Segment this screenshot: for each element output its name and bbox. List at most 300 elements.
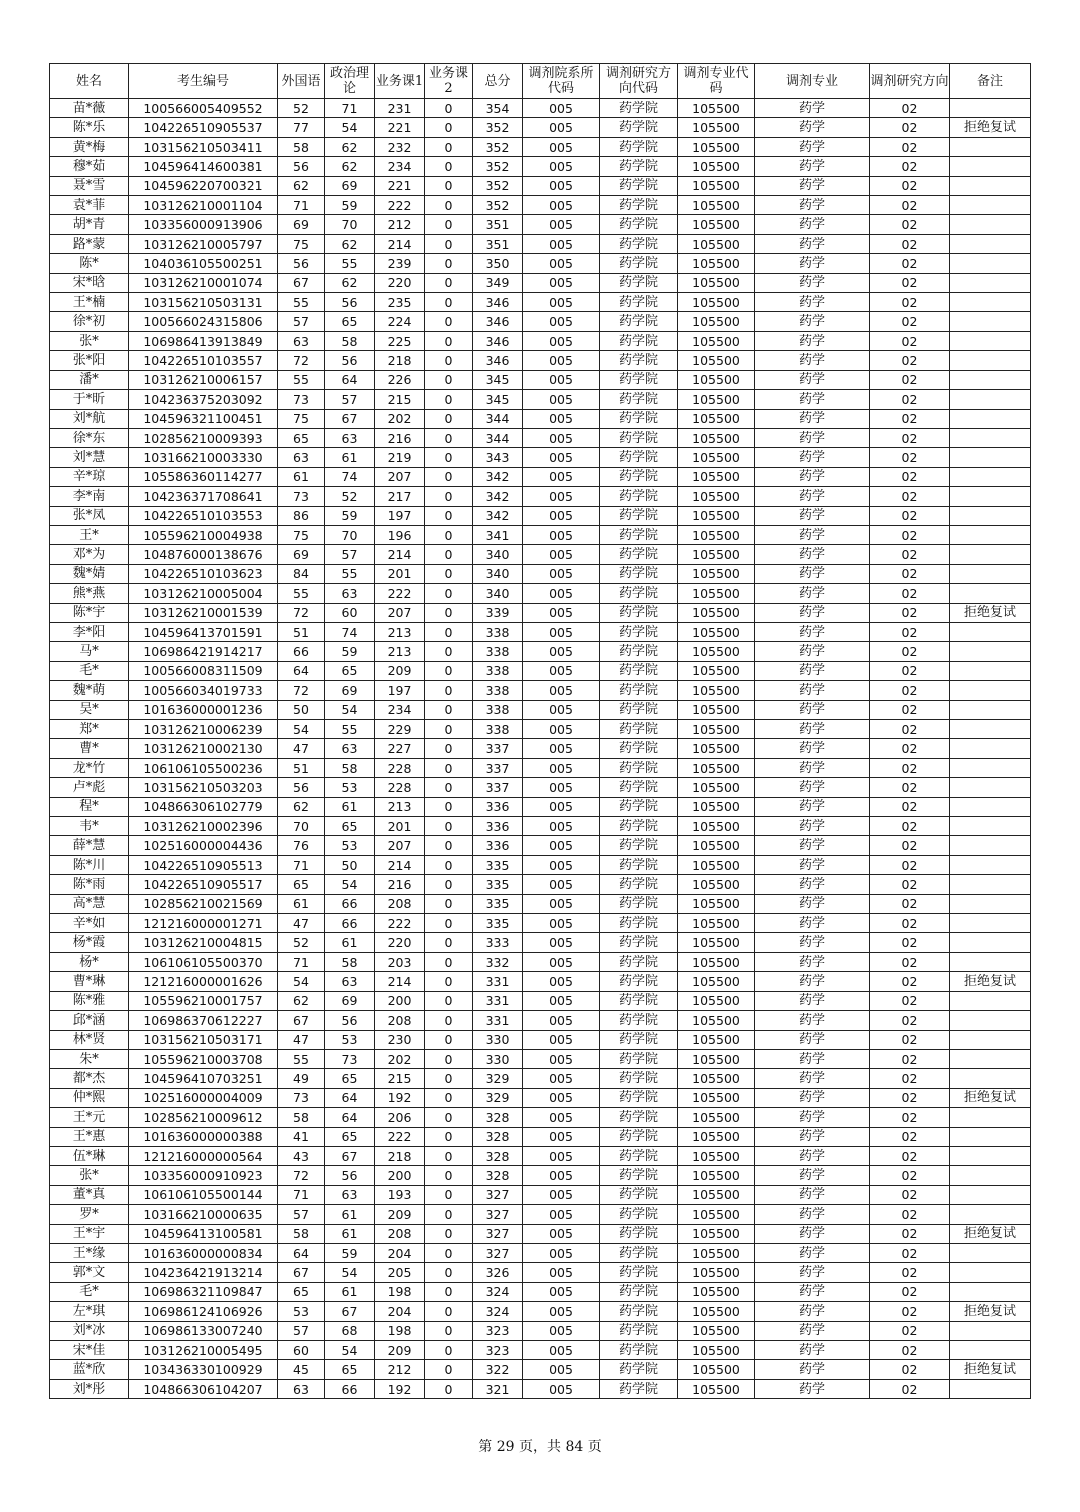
cell-dept-code: 005	[523, 991, 600, 1010]
cell-foreign-language: 55	[278, 293, 325, 312]
cell-total: 322	[473, 1360, 523, 1379]
cell-remarks	[950, 312, 1031, 331]
cell-dept-code: 005	[523, 642, 600, 661]
cell-foreign-language: 57	[278, 1205, 325, 1224]
cell-course2: 0	[425, 681, 473, 700]
cell-major: 药学	[755, 1088, 870, 1107]
cell-name: 刘*彤	[50, 1379, 129, 1398]
cell-direction-code: 药学院	[600, 525, 678, 544]
cell-name: 袁*菲	[50, 196, 129, 215]
cell-direction-code: 药学院	[600, 817, 678, 836]
cell-politics: 69	[325, 681, 375, 700]
cell-major: 药学	[755, 933, 870, 952]
cell-name: 徐*初	[50, 312, 129, 331]
cell-course2: 0	[425, 506, 473, 525]
cell-direction-code: 药学院	[600, 234, 678, 253]
cell-major: 药学	[755, 564, 870, 583]
cell-course1: 222	[375, 584, 425, 603]
cell-course1: 219	[375, 448, 425, 467]
cell-name: 刘*航	[50, 409, 129, 428]
cell-total: 352	[473, 176, 523, 195]
cell-name: 黄*梅	[50, 137, 129, 156]
cell-remarks: 拒绝复试	[950, 118, 1031, 137]
cell-name: 陈*雅	[50, 991, 129, 1010]
cell-course2: 0	[425, 1049, 473, 1068]
cell-course2: 0	[425, 739, 473, 758]
cell-direction: 02	[870, 1030, 950, 1049]
cell-foreign-language: 86	[278, 506, 325, 525]
cell-direction: 02	[870, 933, 950, 952]
cell-name: 宋*佳	[50, 1341, 129, 1360]
cell-remarks	[950, 1243, 1031, 1262]
cell-major-code: 105500	[678, 1011, 755, 1030]
cell-remarks	[950, 1185, 1031, 1204]
cell-direction-code: 药学院	[600, 351, 678, 370]
cell-major: 药学	[755, 661, 870, 680]
cell-direction-code: 药学院	[600, 1011, 678, 1030]
cell-foreign-language: 70	[278, 817, 325, 836]
cell-dept-code: 005	[523, 1302, 600, 1321]
cell-dept-code: 005	[523, 1011, 600, 1030]
cell-exam-id: 104596410703251	[129, 1069, 278, 1088]
cell-major: 药学	[755, 1011, 870, 1030]
cell-exam-id: 121216000000564	[129, 1146, 278, 1165]
cell-major-code: 105500	[678, 99, 755, 118]
cell-course2: 0	[425, 564, 473, 583]
cell-politics: 55	[325, 254, 375, 273]
cell-direction-code: 药学院	[600, 157, 678, 176]
cell-name: 张*	[50, 331, 129, 350]
cell-direction: 02	[870, 293, 950, 312]
cell-major-code: 105500	[678, 739, 755, 758]
cell-direction: 02	[870, 564, 950, 583]
cell-course1: 212	[375, 215, 425, 234]
cell-direction: 02	[870, 603, 950, 622]
cell-major: 药学	[755, 254, 870, 273]
cell-total: 337	[473, 739, 523, 758]
admission-table	[49, 63, 1031, 1399]
cell-exam-id: 103156210503203	[129, 778, 278, 797]
cell-direction: 02	[870, 875, 950, 894]
cell-major: 药学	[755, 1146, 870, 1165]
cell-foreign-language: 69	[278, 545, 325, 564]
cell-total: 339	[473, 603, 523, 622]
cell-direction-code: 药学院	[600, 545, 678, 564]
cell-name: 杨*	[50, 952, 129, 971]
table-row	[50, 1069, 1031, 1088]
cell-dept-code: 005	[523, 933, 600, 952]
cell-direction-code: 药学院	[600, 991, 678, 1010]
cell-course1: 224	[375, 312, 425, 331]
table-row	[50, 603, 1031, 622]
table-row	[50, 875, 1031, 894]
cell-total: 338	[473, 661, 523, 680]
cell-name: 潘*	[50, 370, 129, 389]
cell-course1: 231	[375, 99, 425, 118]
col-header-remarks: 备注	[950, 64, 1031, 99]
cell-major-code: 105500	[678, 1302, 755, 1321]
cell-foreign-language: 65	[278, 1282, 325, 1301]
table-row	[50, 584, 1031, 603]
cell-course1: 209	[375, 1205, 425, 1224]
cell-name: 辛*如	[50, 914, 129, 933]
table-row	[50, 196, 1031, 215]
cell-major-code: 105500	[678, 1069, 755, 1088]
cell-course1: 204	[375, 1302, 425, 1321]
cell-direction-code: 药学院	[600, 1088, 678, 1107]
cell-remarks: 拒绝复试	[950, 1360, 1031, 1379]
cell-name: 熊*燕	[50, 584, 129, 603]
col-header-foreign-language: 外国语	[278, 64, 325, 99]
cell-course2: 0	[425, 487, 473, 506]
cell-direction: 02	[870, 1069, 950, 1088]
cell-remarks	[950, 1069, 1031, 1088]
cell-course2: 0	[425, 855, 473, 874]
cell-foreign-language: 73	[278, 487, 325, 506]
cell-direction-code: 药学院	[600, 952, 678, 971]
table-row	[50, 894, 1031, 913]
cell-politics: 63	[325, 1185, 375, 1204]
cell-name: 马*	[50, 642, 129, 661]
cell-name: 陈*乐	[50, 118, 129, 137]
cell-major: 药学	[755, 1030, 870, 1049]
cell-foreign-language: 67	[278, 273, 325, 292]
cell-name: 胡*青	[50, 215, 129, 234]
cell-exam-id: 102516000004436	[129, 836, 278, 855]
cell-dept-code: 005	[523, 331, 600, 350]
cell-politics: 60	[325, 603, 375, 622]
cell-remarks	[950, 1263, 1031, 1282]
cell-total: 327	[473, 1205, 523, 1224]
cell-total: 329	[473, 1069, 523, 1088]
cell-total: 327	[473, 1224, 523, 1243]
cell-foreign-language: 41	[278, 1127, 325, 1146]
cell-remarks	[950, 720, 1031, 739]
cell-foreign-language: 73	[278, 1088, 325, 1107]
cell-politics: 56	[325, 1011, 375, 1030]
cell-foreign-language: 47	[278, 739, 325, 758]
cell-direction: 02	[870, 661, 950, 680]
cell-foreign-language: 66	[278, 642, 325, 661]
cell-dept-code: 005	[523, 1030, 600, 1049]
cell-politics: 53	[325, 1030, 375, 1049]
cell-politics: 55	[325, 564, 375, 583]
col-header-major: 调剂专业	[755, 64, 870, 99]
cell-major-code: 105500	[678, 370, 755, 389]
cell-dept-code: 005	[523, 196, 600, 215]
cell-politics: 61	[325, 1205, 375, 1224]
cell-direction: 02	[870, 157, 950, 176]
cell-exam-id: 102856210009393	[129, 428, 278, 447]
cell-exam-id: 104596414600381	[129, 157, 278, 176]
cell-dept-code: 005	[523, 894, 600, 913]
cell-name: 宋*晗	[50, 273, 129, 292]
table-row	[50, 1011, 1031, 1030]
cell-name: 李*阳	[50, 622, 129, 641]
cell-remarks	[950, 778, 1031, 797]
cell-direction-code: 药学院	[600, 215, 678, 234]
cell-major-code: 105500	[678, 1205, 755, 1224]
cell-major-code: 105500	[678, 1185, 755, 1204]
cell-direction-code: 药学院	[600, 273, 678, 292]
cell-exam-id: 103126210005004	[129, 584, 278, 603]
cell-dept-code: 005	[523, 603, 600, 622]
cell-major-code: 105500	[678, 1108, 755, 1127]
cell-direction-code: 药学院	[600, 409, 678, 428]
cell-direction: 02	[870, 797, 950, 816]
cell-name: 陈*川	[50, 855, 129, 874]
cell-dept-code: 005	[523, 1282, 600, 1301]
cell-remarks	[950, 875, 1031, 894]
cell-course2: 0	[425, 1360, 473, 1379]
cell-course2: 0	[425, 370, 473, 389]
cell-course2: 0	[425, 758, 473, 777]
table-row	[50, 855, 1031, 874]
cell-major: 药学	[755, 1108, 870, 1127]
cell-remarks	[950, 1321, 1031, 1340]
cell-direction: 02	[870, 1321, 950, 1340]
cell-total: 344	[473, 428, 523, 447]
cell-remarks	[950, 1205, 1031, 1224]
cell-course1: 234	[375, 157, 425, 176]
cell-direction-code: 药学院	[600, 1282, 678, 1301]
cell-remarks	[950, 1379, 1031, 1398]
cell-major-code: 105500	[678, 1282, 755, 1301]
cell-major-code: 105500	[678, 720, 755, 739]
cell-course2: 0	[425, 642, 473, 661]
cell-total: 336	[473, 817, 523, 836]
cell-exam-id: 103126210002130	[129, 739, 278, 758]
cell-major: 药学	[755, 817, 870, 836]
table-row	[50, 952, 1031, 971]
cell-total: 338	[473, 622, 523, 641]
cell-major-code: 105500	[678, 525, 755, 544]
cell-name: 刘*冰	[50, 1321, 129, 1340]
table-row	[50, 273, 1031, 292]
cell-direction-code: 药学院	[600, 797, 678, 816]
cell-major: 药学	[755, 312, 870, 331]
cell-direction: 02	[870, 720, 950, 739]
cell-foreign-language: 73	[278, 390, 325, 409]
cell-remarks	[950, 1146, 1031, 1165]
cell-major-code: 105500	[678, 312, 755, 331]
cell-total: 344	[473, 409, 523, 428]
table-row	[50, 1166, 1031, 1185]
cell-course2: 0	[425, 1088, 473, 1107]
cell-major: 药学	[755, 273, 870, 292]
cell-course1: 197	[375, 681, 425, 700]
cell-politics: 71	[325, 99, 375, 118]
cell-direction: 02	[870, 370, 950, 389]
cell-remarks	[950, 700, 1031, 719]
cell-dept-code: 005	[523, 778, 600, 797]
cell-direction: 02	[870, 234, 950, 253]
cell-course2: 0	[425, 1127, 473, 1146]
cell-dept-code: 005	[523, 622, 600, 641]
cell-total: 332	[473, 952, 523, 971]
cell-politics: 65	[325, 1069, 375, 1088]
cell-course2: 0	[425, 1302, 473, 1321]
cell-foreign-language: 55	[278, 1049, 325, 1068]
cell-course2: 0	[425, 254, 473, 273]
cell-politics: 69	[325, 176, 375, 195]
cell-major-code: 105500	[678, 1263, 755, 1282]
table-row	[50, 467, 1031, 486]
cell-total: 349	[473, 273, 523, 292]
cell-course1: 235	[375, 293, 425, 312]
cell-remarks	[950, 137, 1031, 156]
cell-course2: 0	[425, 700, 473, 719]
cell-name: 聂*雪	[50, 176, 129, 195]
cell-dept-code: 005	[523, 370, 600, 389]
cell-dept-code: 005	[523, 681, 600, 700]
cell-total: 328	[473, 1108, 523, 1127]
cell-politics: 59	[325, 1243, 375, 1262]
cell-foreign-language: 51	[278, 622, 325, 641]
cell-name: 陈*	[50, 254, 129, 273]
cell-politics: 62	[325, 157, 375, 176]
table-row	[50, 118, 1031, 137]
table-row	[50, 157, 1031, 176]
cell-foreign-language: 57	[278, 312, 325, 331]
table-row	[50, 331, 1031, 350]
cell-direction: 02	[870, 1108, 950, 1127]
cell-exam-id: 104236371708641	[129, 487, 278, 506]
cell-direction: 02	[870, 758, 950, 777]
cell-course2: 0	[425, 1282, 473, 1301]
cell-foreign-language: 61	[278, 894, 325, 913]
cell-politics: 66	[325, 1379, 375, 1398]
cell-foreign-language: 77	[278, 118, 325, 137]
cell-direction-code: 药学院	[600, 1166, 678, 1185]
cell-foreign-language: 47	[278, 914, 325, 933]
cell-major: 药学	[755, 525, 870, 544]
table-row	[50, 661, 1031, 680]
cell-remarks	[950, 1030, 1031, 1049]
cell-course2: 0	[425, 1263, 473, 1282]
cell-dept-code: 005	[523, 661, 600, 680]
cell-major: 药学	[755, 603, 870, 622]
cell-foreign-language: 47	[278, 1030, 325, 1049]
cell-major-code: 105500	[678, 137, 755, 156]
cell-politics: 58	[325, 952, 375, 971]
cell-course2: 0	[425, 137, 473, 156]
page-footer: 第 29 页，共 84 页	[478, 1439, 602, 1455]
cell-major: 药学	[755, 1341, 870, 1360]
cell-name: 王*缘	[50, 1243, 129, 1262]
cell-politics: 61	[325, 1282, 375, 1301]
cell-dept-code: 005	[523, 176, 600, 195]
cell-name: 薛*慧	[50, 836, 129, 855]
cell-major-code: 105500	[678, 331, 755, 350]
cell-major: 药学	[755, 331, 870, 350]
cell-exam-id: 104596321100451	[129, 409, 278, 428]
cell-remarks	[950, 1108, 1031, 1127]
cell-exam-id: 103126210005495	[129, 1341, 278, 1360]
cell-total: 330	[473, 1030, 523, 1049]
cell-politics: 62	[325, 234, 375, 253]
cell-course2: 0	[425, 1379, 473, 1398]
cell-name: 仲*熙	[50, 1088, 129, 1107]
cell-direction: 02	[870, 525, 950, 544]
cell-politics: 58	[325, 758, 375, 777]
cell-major: 药学	[755, 176, 870, 195]
cell-foreign-language: 72	[278, 351, 325, 370]
cell-course1: 216	[375, 875, 425, 894]
cell-total: 342	[473, 487, 523, 506]
cell-dept-code: 005	[523, 234, 600, 253]
cell-course2: 0	[425, 1243, 473, 1262]
table-row	[50, 1243, 1031, 1262]
cell-major: 药学	[755, 428, 870, 447]
cell-direction-code: 药学院	[600, 1263, 678, 1282]
cell-remarks	[950, 525, 1031, 544]
cell-exam-id: 102516000004009	[129, 1088, 278, 1107]
cell-exam-id: 106106105500236	[129, 758, 278, 777]
cell-dept-code: 005	[523, 467, 600, 486]
cell-dept-code: 005	[523, 1341, 600, 1360]
cell-major: 药学	[755, 1069, 870, 1088]
table-row	[50, 1049, 1031, 1068]
table-row	[50, 1146, 1031, 1165]
cell-direction: 02	[870, 584, 950, 603]
cell-remarks: 拒绝复试	[950, 603, 1031, 622]
cell-course2: 0	[425, 1224, 473, 1243]
table-row	[50, 428, 1031, 447]
cell-exam-id: 104876000138676	[129, 545, 278, 564]
cell-direction-code: 药学院	[600, 933, 678, 952]
cell-politics: 53	[325, 836, 375, 855]
cell-remarks	[950, 157, 1031, 176]
cell-major: 药学	[755, 506, 870, 525]
cell-remarks: 拒绝复试	[950, 1088, 1031, 1107]
cell-exam-id: 104036105500251	[129, 254, 278, 273]
cell-name: 辛*琼	[50, 467, 129, 486]
table-row	[50, 293, 1031, 312]
cell-remarks	[950, 797, 1031, 816]
cell-remarks	[950, 409, 1031, 428]
cell-politics: 74	[325, 622, 375, 641]
cell-name: 于*昕	[50, 390, 129, 409]
cell-course1: 208	[375, 1011, 425, 1030]
cell-course1: 215	[375, 1069, 425, 1088]
cell-dept-code: 005	[523, 428, 600, 447]
cell-dept-code: 005	[523, 409, 600, 428]
cell-direction: 02	[870, 506, 950, 525]
cell-direction: 02	[870, 836, 950, 855]
cell-major: 药学	[755, 642, 870, 661]
cell-politics: 65	[325, 661, 375, 680]
cell-major: 药学	[755, 157, 870, 176]
cell-total: 331	[473, 991, 523, 1010]
cell-foreign-language: 58	[278, 137, 325, 156]
cell-major-code: 105500	[678, 234, 755, 253]
cell-exam-id: 106986321109847	[129, 1282, 278, 1301]
cell-name: 穆*茹	[50, 157, 129, 176]
cell-major-code: 105500	[678, 564, 755, 583]
cell-direction-code: 药学院	[600, 1205, 678, 1224]
cell-name: 朱*	[50, 1049, 129, 1068]
table-row	[50, 390, 1031, 409]
table-row	[50, 215, 1031, 234]
cell-direction: 02	[870, 894, 950, 913]
cell-politics: 73	[325, 1049, 375, 1068]
cell-course1: 192	[375, 1088, 425, 1107]
header-row	[50, 64, 1031, 99]
cell-foreign-language: 56	[278, 778, 325, 797]
cell-direction: 02	[870, 254, 950, 273]
cell-dept-code: 005	[523, 720, 600, 739]
